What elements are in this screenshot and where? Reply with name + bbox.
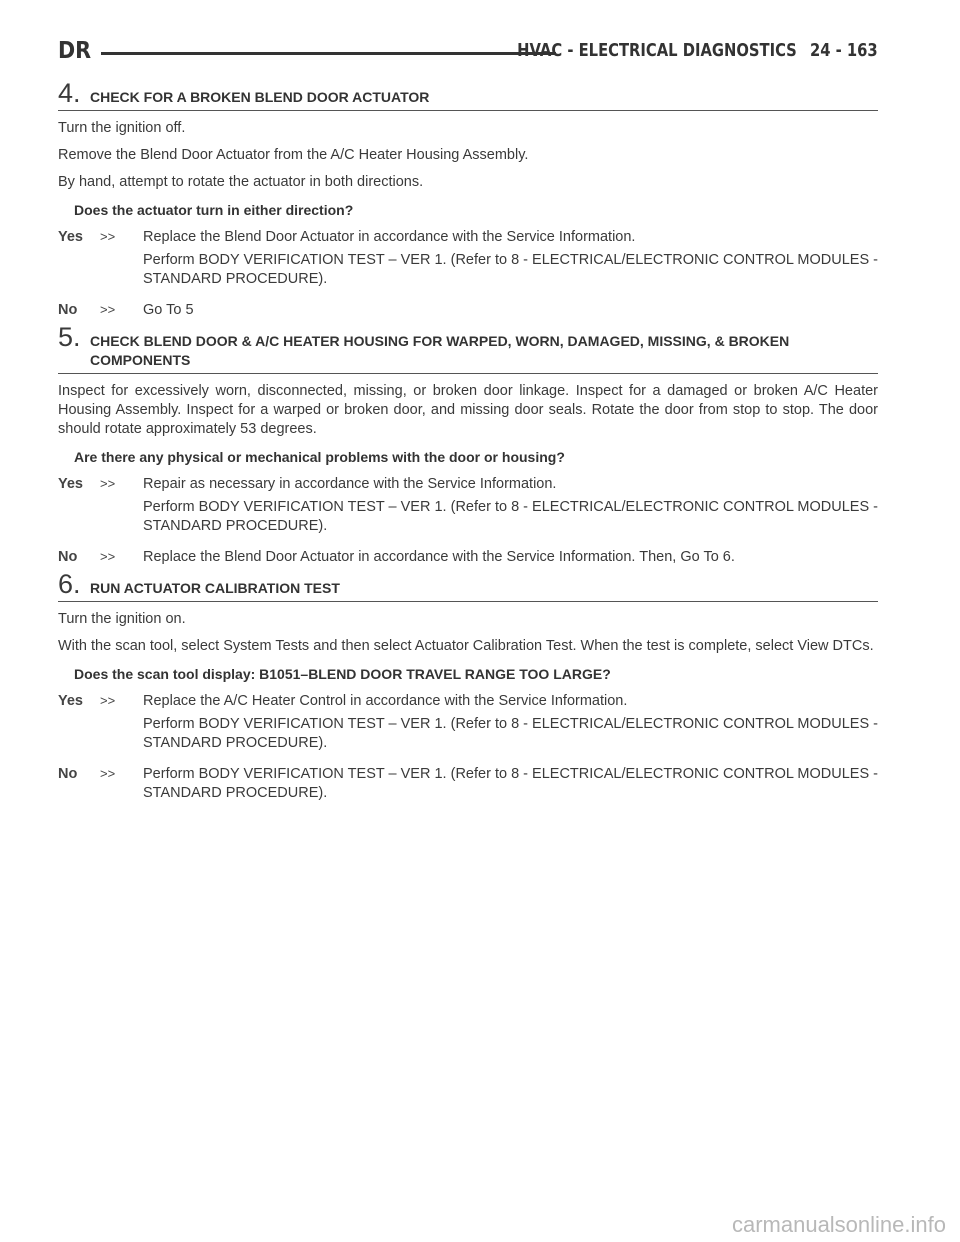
watermark: carmanualsonline.info [731, 1212, 946, 1237]
answer-body [143, 765, 878, 807]
step-title: CHECK BLEND DOOR & A/C HEATER HOUSING FOR WARPED, WORN, DAMAGED, MISSING, & BROKEN COMPONENTS [90, 333, 790, 368]
diagnostic-question: Are there any physical or mechanical problems with the door or housing? [74, 449, 565, 465]
instruction-text: Remove the Blend Door Actuator from the A/C Heater Housing Assembly. [58, 147, 529, 163]
answer-body [143, 548, 878, 571]
answer-action: Perform BODY VERIFICATION TEST – VER 1. (Refer to 8 - ELECTRICAL/ELECTRONIC CONTROL MODULES - STANDARD PROCEDURE). [143, 766, 878, 801]
answer-action: Repair as necessary in accordance with the Service Information. [143, 476, 557, 492]
answer-label: No [58, 766, 78, 782]
answer-arrow: >> [100, 549, 116, 564]
instruction-text: Inspect for excessively worn, disconnected, missing, or broken door linkage. Inspect for a damaged or broken A/C Heater Housing Assembly. Inspect for a warped or broken door, and missing door seals. Rotate the door from stop to stop. The door should rotate approximately 53 degrees. [58, 383, 878, 437]
instruction-text: Turn the ignition off. [58, 120, 186, 136]
answer-arrow: >> [100, 693, 116, 708]
answer-row [58, 548, 878, 571]
answer-action: Replace the Blend Door Actuator in accordance with the Service Information. [143, 229, 636, 245]
answer-action: Go To 5 [143, 302, 194, 318]
step-title: RUN ACTUATOR CALIBRATION TEST [90, 580, 340, 596]
answer-row [58, 475, 878, 540]
answer-row [58, 228, 878, 293]
step-title: CHECK FOR A BROKEN BLEND DOOR ACTUATOR [90, 89, 430, 105]
answer-action: Replace the Blend Door Actuator in accordance with the Service Information. Then, Go To 6. [143, 549, 735, 565]
instruction-text: By hand, attempt to rotate the actuator in both directions. [58, 174, 424, 190]
answer-action: Perform BODY VERIFICATION TEST – VER 1. (Refer to 8 - ELECTRICAL/ELECTRONIC CONTROL MODULES - STANDARD PROCEDURE). [143, 499, 878, 534]
answer-body [143, 228, 878, 293]
step-number: 4. [58, 78, 81, 108]
manual-code: DR [58, 38, 92, 64]
header-rule [101, 52, 556, 55]
instruction-text: With the scan tool, select System Tests and then select Actuator Calibration Test. When the test is complete, select View DTCs. [58, 638, 874, 654]
answer-action: Replace the A/C Heater Control in accordance with the Service Information. [143, 693, 628, 709]
step-heading [58, 571, 878, 602]
answer-body [143, 692, 878, 757]
answer-label: No [58, 302, 78, 318]
section-title: HVAC - ELECTRICAL DIAGNOSTICS [517, 40, 798, 61]
step-section [58, 571, 878, 807]
step-heading [58, 80, 878, 111]
answer-label: Yes [58, 476, 83, 492]
answer-action: Perform BODY VERIFICATION TEST – VER 1. (Refer to 8 - ELECTRICAL/ELECTRONIC CONTROL MODULES - STANDARD PROCEDURE). [143, 716, 878, 751]
diagnostic-question: Does the actuator turn in either direction? [74, 202, 354, 218]
answer-arrow: >> [100, 302, 116, 317]
answer-action: Perform BODY VERIFICATION TEST – VER 1. (Refer to 8 - ELECTRICAL/ELECTRONIC CONTROL MODULES - STANDARD PROCEDURE). [143, 252, 878, 287]
answer-row [58, 692, 878, 757]
step-number: 5. [58, 322, 81, 352]
step-section [58, 324, 878, 571]
procedure-content [58, 80, 878, 807]
answer-label: Yes [58, 693, 83, 709]
step-section [58, 80, 878, 324]
step-number: 6. [58, 569, 81, 599]
header-right [517, 40, 878, 61]
answer-row [58, 765, 878, 807]
page-header [58, 38, 878, 68]
answer-row [58, 301, 878, 324]
diagnostic-question: Does the scan tool display: B1051–BLEND DOOR TRAVEL RANGE TOO LARGE? [74, 666, 611, 682]
answer-body [143, 475, 878, 540]
answer-arrow: >> [100, 476, 116, 491]
page-number: 24 - 163 [810, 40, 878, 61]
answer-label: Yes [58, 229, 83, 245]
answer-label: No [58, 549, 78, 565]
instruction-text: Turn the ignition on. [58, 611, 186, 627]
answer-arrow: >> [100, 766, 116, 781]
answer-arrow: >> [100, 229, 116, 244]
answer-body [143, 301, 878, 324]
step-heading [58, 324, 878, 374]
